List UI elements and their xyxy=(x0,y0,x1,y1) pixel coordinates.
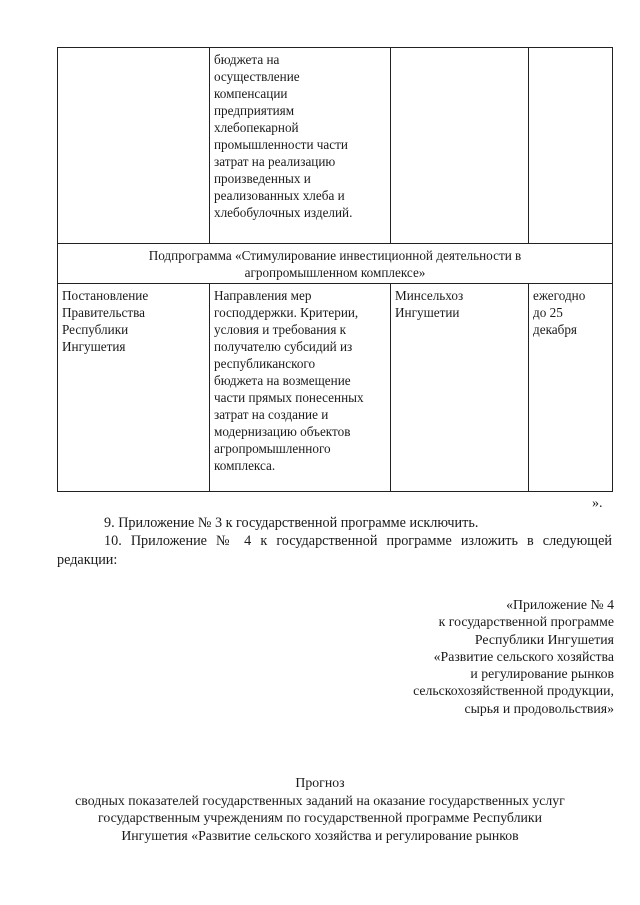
cell-line: до 25 xyxy=(533,305,563,320)
deadline-cell xyxy=(529,284,613,492)
table-cell-empty xyxy=(529,48,613,244)
subprogram-heading xyxy=(58,244,613,284)
cell-line: декабря xyxy=(533,322,577,337)
cell-line: осуществление xyxy=(214,69,300,84)
cell-line: Постановление xyxy=(62,288,149,303)
subprogram-row xyxy=(58,244,613,284)
subprogram-line: агропромышленном комплексе» xyxy=(244,265,426,280)
cell-line: агропромышленного xyxy=(214,441,331,456)
measure-description-cell xyxy=(210,48,391,244)
cell-line: реализованных хлеба и xyxy=(214,188,345,203)
cell-line: хлебобулочных изделий. xyxy=(214,205,353,220)
table-cell-empty xyxy=(391,48,529,244)
table-row xyxy=(58,48,613,244)
cell-line: получателю субсидий из xyxy=(214,339,353,354)
subprogram-line: Подпрограмма «Стимулирование инвестиционной деятельности в xyxy=(148,248,522,263)
document-name-cell xyxy=(58,284,210,492)
cell-line: Ингушетии xyxy=(395,305,460,320)
cell-line: компенсации xyxy=(214,86,288,101)
cell-line: ежегодно xyxy=(533,288,586,303)
appendix-header xyxy=(413,596,614,717)
paragraph-10-line1: 10. Приложение № 4 к государственной программе изложить в следующей xyxy=(104,533,612,549)
table-cell-empty xyxy=(58,48,210,244)
responsible-executor-cell xyxy=(391,284,529,492)
table-row xyxy=(58,284,613,492)
appendix-line: Республики Ингушетия xyxy=(474,631,614,647)
cell-line: модернизацию объектов xyxy=(214,424,351,439)
cell-line: бюджета на возмещение xyxy=(214,373,351,388)
appendix-line: к государственной программе xyxy=(438,614,614,630)
cell-line: хлебопекарной xyxy=(214,120,299,135)
cell-line: затрат на реализацию xyxy=(214,154,336,169)
cell-line: господдержки. Критерии, xyxy=(214,305,359,320)
paragraph-9: 9. Приложение № 3 к государственной программе исключить. xyxy=(104,515,479,531)
title-line: сводных показателей государственных заданий на оказание государственных услуг xyxy=(75,792,565,808)
title-line: Прогноз xyxy=(295,775,345,790)
appendix-line: сырья и продовольствия» xyxy=(464,700,614,716)
cell-line: Направления мер xyxy=(214,288,312,303)
measure-description-cell xyxy=(210,284,391,492)
closing-quote: ». xyxy=(592,496,603,511)
cell-line: затрат на создание и xyxy=(214,407,329,422)
appendix-line: сельскохозяйственной продукции, xyxy=(413,683,614,699)
cell-line: части прямых понесенных xyxy=(214,390,364,405)
cell-line: бюджета на xyxy=(214,52,280,67)
paragraph-10-line2: редакции: xyxy=(57,552,118,568)
title-line: государственным учреждениям по государственной программе Республики xyxy=(98,810,542,825)
cell-line: Республики xyxy=(62,322,129,337)
appendix-line: «Приложение № 4 xyxy=(506,597,614,612)
cell-line: произведенных и xyxy=(214,171,311,186)
appendix-line: и регулирование рынков xyxy=(470,666,614,682)
cell-line: Минсельхоз xyxy=(395,288,464,303)
cell-line: республиканского xyxy=(214,356,316,371)
cell-line: Ингушетия xyxy=(62,339,126,354)
appendix-line: «Развитие сельского хозяйства xyxy=(433,648,614,664)
title-line: Ингушетия «Развитие сельского хозяйства и регулирование рынков xyxy=(121,827,519,843)
forecast-title xyxy=(0,774,640,844)
cell-line: условия и требования к xyxy=(214,322,347,337)
cell-line: Правительства xyxy=(62,305,145,320)
cell-line: комплекса. xyxy=(214,458,276,473)
cell-line: промышленности части xyxy=(214,137,348,152)
program-measures-table xyxy=(57,47,613,492)
cell-line: предприятиям xyxy=(214,103,295,118)
